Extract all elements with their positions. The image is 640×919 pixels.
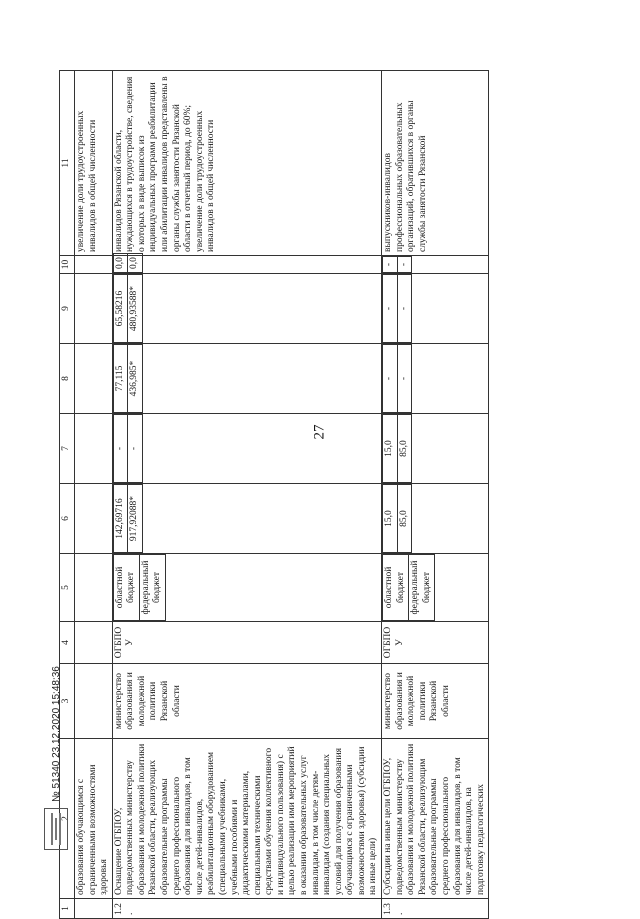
column-header: 7 [60,414,75,484]
program-activities-table [59,70,489,919]
table-row [382,71,489,919]
row-description: Субсидии на иные цели ОГБПОУ, подведомственным министерству образования и молодежной политики Рязанской области, реализующим образовательные программы среднего профессионального образования для инвалидов, в том числе детей-инвалидов, на подготовку педагогических [382,739,489,899]
amount-year: - [383,257,398,273]
column-header: 4 [60,622,75,664]
amount-year: - [397,257,412,273]
row-number: 1.2. [112,899,381,919]
amount-year: - [383,275,398,343]
amount-year: 77,115 [113,345,128,413]
registration-footer [44,666,68,850]
funding-source: областной бюджет [383,555,409,621]
amount-year: - [397,345,412,413]
amount-year: 480,93588* [128,275,143,343]
amount-year: - [383,345,398,413]
amount-year: - [113,415,128,483]
registration-code: № 51340 23.12.2020 15:48:36 [50,666,62,802]
funding-source: федеральный бюджет [139,555,165,621]
row-indicator: увеличение доли трудоустроенных инвалидов в общей численности [75,71,113,256]
column-header: 11 [60,71,75,256]
amount-total: 85,0 [397,485,412,553]
page-number: 27 [311,424,328,440]
column-header: 5 [60,554,75,622]
row-responsible: министерство образования и молодежной политики Рязанской области [382,664,489,739]
amount-total: 142,69716 [113,485,128,553]
row-description: Оснащение ОГБПОУ, подведомственных министерству образования и молодежной политики Рязанской области, реализующих образовательные программы среднего профессионального образования для инвалидов, в том числе детей-инвалидов, реабилитационным оборудованием (специальными учебниками, учебными пособиями и дидактическими материалами, специальными техническими средствами обучения коллективного и индивидуального пользования) с целью реализации ими мероприятий в оказании образовательных услуг инвалидам, в том числе детям-инвалидам (создания специальных условий для получения образования обучающимся с ограниченными возможностями здоровья) (субсидии на иные цели) [112,739,381,899]
amount-total: 15,0 [383,485,398,553]
document-stamp-icon [44,808,68,850]
row-number: 1.3. [382,899,489,919]
row-executor: ОГБПОУ [382,622,489,664]
column-header: 2 [60,739,75,899]
column-header: 9 [60,274,75,344]
column-header: 8 [60,344,75,414]
amount-total: 917,92088* [128,485,143,553]
amount-year: 65,58216 [113,275,128,343]
row-indicator: инвалидов Рязанской области, нуждающихся в трудоустройстве, сведения о которых в виде выписок из индивидуальных программ реабилитации или абилитации инвалидов представлены в органы службы занятости Рязанской области в отчетный период, до 60%; увеличение доли трудоустроенных инвалидов в общей численности [112,71,381,256]
funding-source: областной бюджет [113,555,139,621]
column-header: 6 [60,484,75,554]
column-header: 1 [60,899,75,919]
row-indicator: выпускников-инвалидов профессиональных образовательных организаций, обратившихся в органы службы занятости Рязанской [382,71,489,256]
amount-year: 0,0 [128,254,143,273]
row-responsible: министерство образования и молодежной политики Рязанской области [112,664,381,739]
row-description: образования обучающимся с ограниченными возможностями здоровья [75,739,113,899]
document-table-area [59,71,585,919]
funding-source: федеральный бюджет [409,555,435,621]
amount-year: 15,0 [383,415,398,483]
table-row [112,71,381,919]
amount-year: - [128,415,143,483]
row-executor: ОГБПОУ [112,622,381,664]
amount-year: 85,0 [397,415,412,483]
amount-year: 0,0 [113,254,128,273]
amount-year: - [397,275,412,343]
column-header: 10 [60,256,75,274]
table-row-continuation [75,71,113,919]
amount-year: 436,985* [128,345,143,413]
column-header: 3 [60,664,75,739]
